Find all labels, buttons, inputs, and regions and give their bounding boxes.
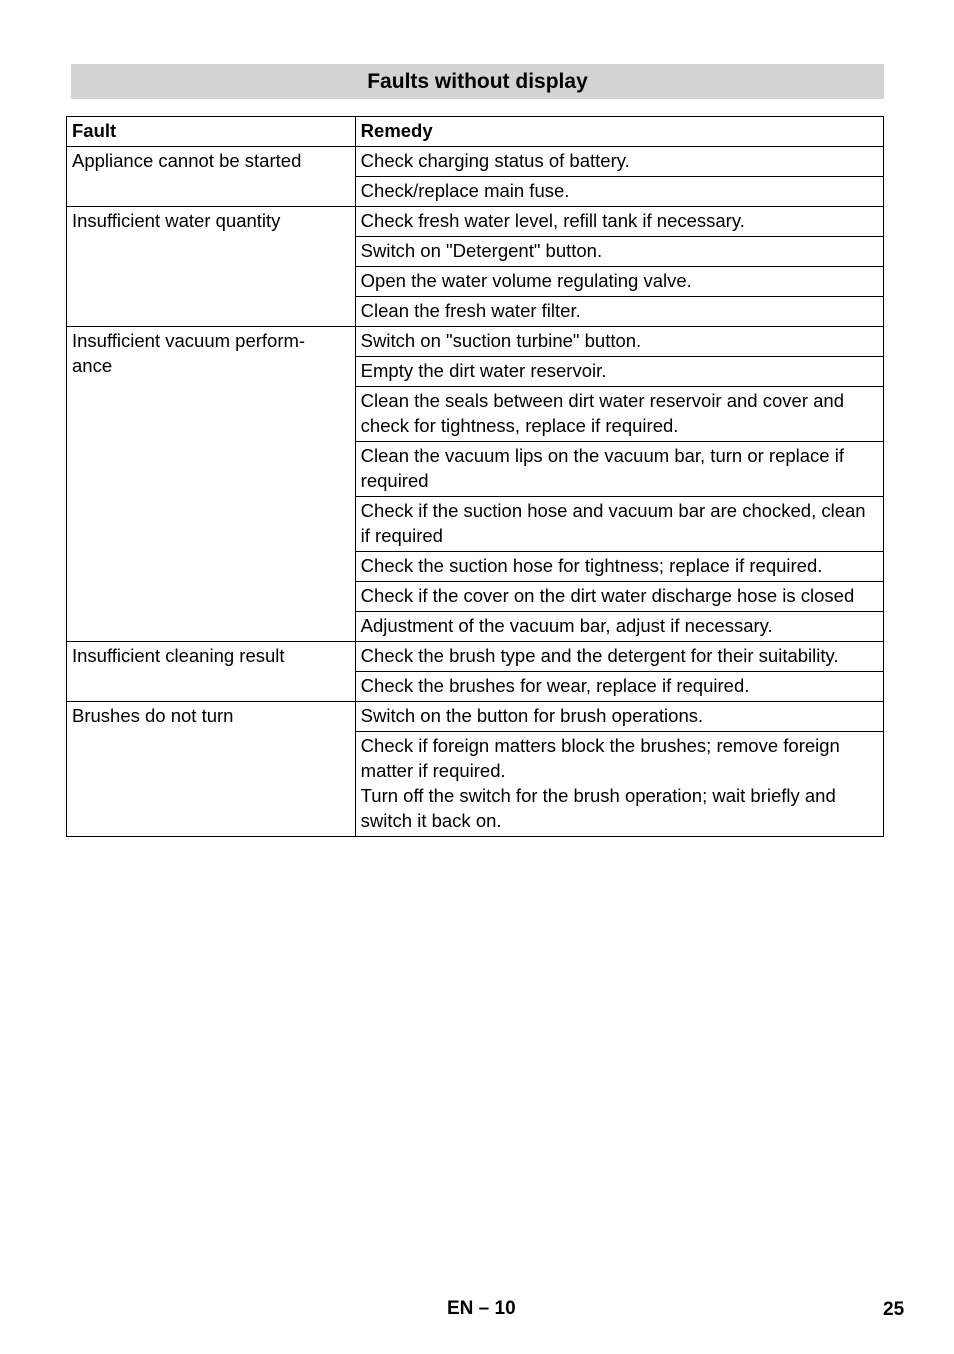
- remedy-cell: Check if the suction hose and vacuum bar are chocked, clean if required: [355, 497, 883, 552]
- remedy-cell: Empty the dirt water reservoir.: [355, 357, 883, 387]
- fault-cell: Brushes do not turn: [67, 702, 356, 837]
- table-header-row: [67, 117, 884, 147]
- remedy-cell: Check the brush type and the detergent for their suitability.: [355, 642, 883, 672]
- table-row: [67, 642, 884, 672]
- faults-table: [66, 116, 884, 837]
- section-title: Faults without display: [71, 64, 884, 99]
- remedy-cell: Switch on "Detergent" button.: [355, 237, 883, 267]
- remedy-cell: Adjustment of the vacuum bar, adjust if necessary.: [355, 612, 883, 642]
- table-row: [67, 327, 884, 357]
- remedy-cell: Open the water volume regulating valve.: [355, 267, 883, 297]
- fault-cell: Appliance cannot be started: [67, 147, 356, 207]
- remedy-cell: Clean the vacuum lips on the vacuum bar, turn or replace if required: [355, 442, 883, 497]
- table-row: [67, 702, 884, 732]
- remedy-cell: Clean the fresh water filter.: [355, 297, 883, 327]
- remedy-cell: Switch on "suction turbine" button.: [355, 327, 883, 357]
- remedy-cell: Switch on the button for brush operations.: [355, 702, 883, 732]
- column-header-fault: Fault: [67, 117, 356, 147]
- remedy-cell: Clean the seals between dirt water reservoir and cover and check for tightness, replace if required.: [355, 387, 883, 442]
- fault-cell: Insufficient cleaning result: [67, 642, 356, 702]
- column-header-remedy: Remedy: [355, 117, 883, 147]
- remedy-cell: Check the suction hose for tightness; replace if required.: [355, 552, 883, 582]
- remedy-cell: Check charging status of battery.: [355, 147, 883, 177]
- remedy-cell: Check fresh water level, refill tank if necessary.: [355, 207, 883, 237]
- table-row: [67, 147, 884, 177]
- remedy-cell: Check the brushes for wear, replace if required.: [355, 672, 883, 702]
- page-number: 25: [883, 1299, 905, 1320]
- remedy-cell: Check/replace main fuse.: [355, 177, 883, 207]
- remedy-cell: Check if foreign matters block the brushes; remove foreign matter if required. Turn off the switch for the brush operation; wait briefly and switch it back on.: [355, 732, 883, 837]
- remedy-cell: Check if the cover on the dirt water discharge hose is closed: [355, 582, 883, 612]
- fault-cell: Insufficient vacuum perform- ance: [67, 327, 356, 642]
- table-row: [67, 207, 884, 237]
- fault-cell: Insufficient water quantity: [67, 207, 356, 327]
- footer-language-page: EN – 10: [447, 1298, 516, 1319]
